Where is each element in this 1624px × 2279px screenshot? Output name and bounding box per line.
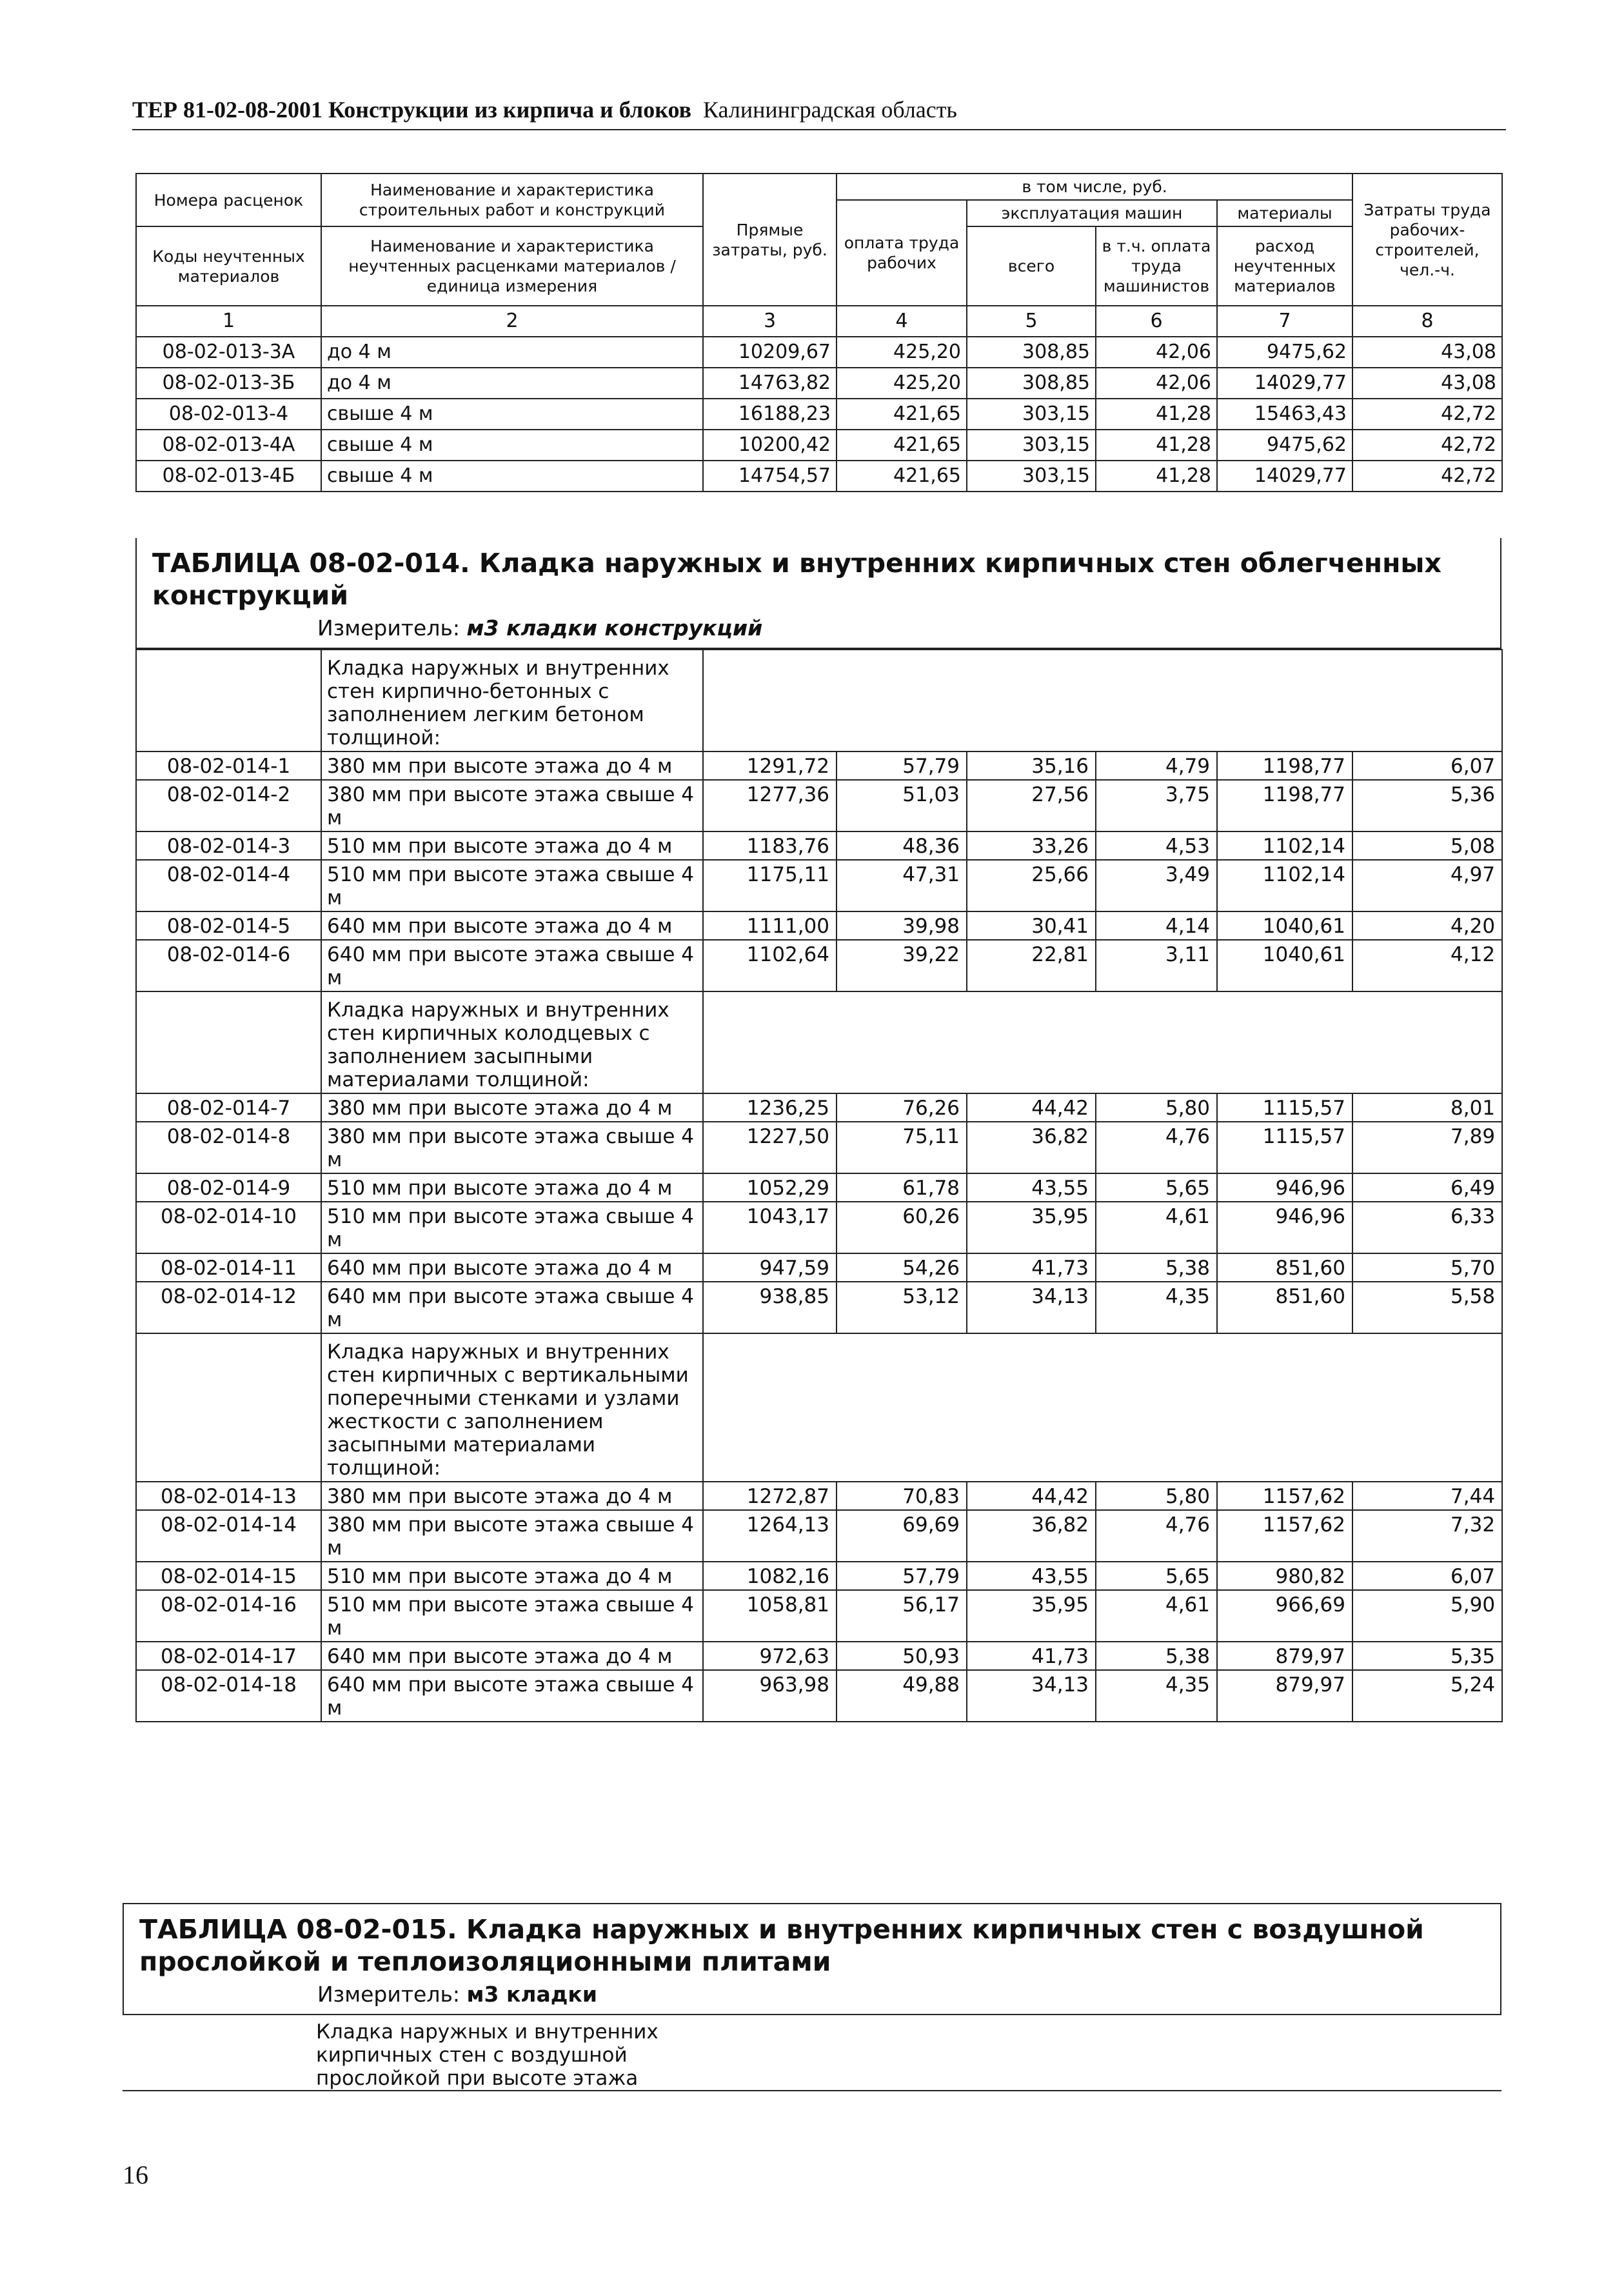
- cost-value: 1227,50: [703, 1122, 837, 1173]
- cost-value: 39,22: [837, 940, 967, 991]
- cost-value: 1264,13: [703, 1510, 837, 1562]
- cost-value: 57,79: [837, 751, 967, 780]
- cost-value: 1043,17: [703, 1202, 837, 1253]
- cost-value: 36,82: [967, 1510, 1096, 1562]
- cost-value: 35,16: [967, 751, 1096, 780]
- cost-value: 7,32: [1352, 1510, 1502, 1562]
- cost-value: 9475,62: [1217, 337, 1352, 368]
- cost-value: 5,58: [1352, 1282, 1502, 1333]
- cost-value: 16188,23: [703, 399, 837, 430]
- cost-value: 1082,16: [703, 1562, 837, 1590]
- cost-value: 8,01: [1352, 1093, 1502, 1122]
- table-row: [136, 1173, 1502, 1202]
- cost-value: 421,65: [837, 399, 967, 430]
- cost-value: 421,65: [837, 461, 967, 492]
- table-row: [136, 461, 1502, 492]
- work-description: 380 мм при высоте этажа до 4 м: [321, 1093, 703, 1122]
- cost-value: 303,15: [967, 430, 1096, 461]
- rate-code: 08-02-014-1: [136, 751, 321, 780]
- cost-value: 25,66: [967, 860, 1096, 911]
- cost-value: 5,35: [1352, 1642, 1502, 1670]
- page-number: 16: [123, 2160, 148, 2189]
- cost-value: 5,90: [1352, 1590, 1502, 1642]
- cost-value: 14029,77: [1217, 368, 1352, 399]
- cost-value: 1198,77: [1217, 780, 1352, 831]
- col-direct-costs: Прямые затраты, руб.: [703, 174, 837, 306]
- rate-code: 08-02-014-15: [136, 1562, 321, 1590]
- table-row: [136, 1202, 1502, 1253]
- cost-value: 42,72: [1352, 461, 1502, 492]
- table-row: [136, 1670, 1502, 1722]
- table-row: [136, 1122, 1502, 1173]
- column-number: 1: [136, 306, 321, 337]
- table-row: [136, 399, 1502, 430]
- cost-value: 4,35: [1096, 1282, 1217, 1333]
- rate-code: 08-02-014-13: [136, 1482, 321, 1510]
- cost-value: 4,20: [1352, 911, 1502, 940]
- cost-value: 57,79: [837, 1562, 967, 1590]
- cost-value: 43,55: [967, 1173, 1096, 1202]
- rate-code: 08-02-014-8: [136, 1122, 321, 1173]
- cost-value: 75,11: [837, 1122, 967, 1173]
- cost-value: 35,95: [967, 1590, 1096, 1642]
- table-row: [136, 831, 1502, 860]
- group-label: Кладка наружных и внутренних стен кирпичных с вертикальными поперечными стенками и узлами жесткости с заполнением засыпными материалами толщиной:: [321, 1333, 703, 1482]
- column-number: 7: [1217, 306, 1352, 337]
- work-description: 640 мм при высоте этажа до 4 м: [321, 911, 703, 940]
- cost-value: 851,60: [1217, 1282, 1352, 1333]
- col-machinist-pay: в т.ч. оплата труда машинистов: [1096, 226, 1217, 306]
- cost-value: 980,82: [1217, 1562, 1352, 1590]
- table-row: [136, 780, 1502, 831]
- cost-value: 42,06: [1096, 368, 1217, 399]
- table-row: [136, 911, 1502, 940]
- table-014-unit: [137, 612, 1500, 648]
- cost-value: 70,83: [837, 1482, 967, 1510]
- cost-value: 1111,00: [703, 911, 837, 940]
- cost-value: 5,70: [1352, 1253, 1502, 1282]
- cost-value: 1052,29: [703, 1173, 837, 1202]
- work-description: 380 мм при высоте этажа до 4 м: [321, 751, 703, 780]
- cost-value: 308,85: [967, 337, 1096, 368]
- page-header: [132, 95, 1506, 124]
- cost-value: 5,65: [1096, 1173, 1217, 1202]
- cost-value: 10209,67: [703, 337, 837, 368]
- table-row: [136, 1590, 1502, 1642]
- table-row: [136, 1282, 1502, 1333]
- cost-value: 54,26: [837, 1253, 967, 1282]
- table-015-group-label: Кладка наружных и внутренних кирпичных стен с воздушной прослойкой при высоте этажа: [123, 2015, 1501, 2091]
- region-label: Калининградская область: [703, 97, 957, 123]
- cost-value: 41,28: [1096, 399, 1217, 430]
- cost-value: 425,20: [837, 368, 967, 399]
- cost-value: 1115,57: [1217, 1122, 1352, 1173]
- cost-value: 34,13: [967, 1282, 1096, 1333]
- cost-value: 6,33: [1352, 1202, 1502, 1253]
- cost-value: 4,76: [1096, 1122, 1217, 1173]
- cost-value: 3,49: [1096, 860, 1217, 911]
- rate-code: 08-02-014-6: [136, 940, 321, 991]
- cost-value: 6,07: [1352, 751, 1502, 780]
- column-number: 2: [321, 306, 703, 337]
- group-label: Кладка наружных и внутренних стен кирпично-бетонных с заполнением легким бетоном толщиной:: [321, 650, 703, 751]
- work-description: 510 мм при высоте этажа до 4 м: [321, 1562, 703, 1590]
- rate-code: 08-02-014-10: [136, 1202, 321, 1253]
- table-015-header: [123, 1903, 1501, 2015]
- cost-value: 41,28: [1096, 430, 1217, 461]
- work-description: до 4 м: [321, 368, 703, 399]
- cost-value: 3,11: [1096, 940, 1217, 991]
- cost-value: 1040,61: [1217, 940, 1352, 991]
- cost-value: 39,98: [837, 911, 967, 940]
- work-description: 640 мм при высоте этажа свыше 4 м: [321, 1282, 703, 1333]
- work-description: 640 мм при высоте этажа свыше 4 м: [321, 940, 703, 991]
- rates-table-013: [135, 173, 1503, 492]
- work-description: 640 мм при высоте этажа до 4 м: [321, 1253, 703, 1282]
- cost-value: 44,42: [967, 1482, 1096, 1510]
- work-description: до 4 м: [321, 337, 703, 368]
- cost-value: 43,55: [967, 1562, 1096, 1590]
- cost-value: 7,89: [1352, 1122, 1502, 1173]
- cost-value: 1183,76: [703, 831, 837, 860]
- rate-code: 08-02-014-9: [136, 1173, 321, 1202]
- work-description: 510 мм при высоте этажа до 4 м: [321, 831, 703, 860]
- cost-value: 14763,82: [703, 368, 837, 399]
- header-divider: [132, 129, 1506, 130]
- cost-value: 14754,57: [703, 461, 837, 492]
- cost-value: 1040,61: [1217, 911, 1352, 940]
- work-description: 510 мм при высоте этажа свыше 4 м: [321, 860, 703, 911]
- rate-code: 08-02-014-12: [136, 1282, 321, 1333]
- cost-value: 47,31: [837, 860, 967, 911]
- work-description: 380 мм при высоте этажа до 4 м: [321, 1482, 703, 1510]
- group-label: Кладка наружных и внутренних стен кирпичных колодцевых с заполнением засыпными материалами толщиной:: [321, 991, 703, 1093]
- work-description: 510 мм при высоте этажа свыше 4 м: [321, 1202, 703, 1253]
- cost-value: 4,35: [1096, 1670, 1217, 1722]
- cost-value: 1198,77: [1217, 751, 1352, 780]
- rate-code: 08-02-014-16: [136, 1590, 321, 1642]
- cost-value: 4,76: [1096, 1510, 1217, 1562]
- work-description: свыше 4 м: [321, 430, 703, 461]
- cost-value: 48,36: [837, 831, 967, 860]
- cost-value: 53,12: [837, 1282, 967, 1333]
- rate-code: 08-02-013-3Б: [136, 368, 321, 399]
- cost-value: 966,69: [1217, 1590, 1352, 1642]
- col-material-name: Наименование и характеристика неучтенных расценками материалов / единица измерения: [321, 226, 703, 306]
- cost-value: 9475,62: [1217, 430, 1352, 461]
- col-worker-pay: оплата труда рабочих: [837, 200, 967, 306]
- cost-value: 33,26: [967, 831, 1096, 860]
- col-work-name: Наименование и характеристика строительных работ и конструкций: [321, 174, 703, 226]
- table-015-unit: [124, 1978, 1500, 2014]
- table-row: [136, 430, 1502, 461]
- cost-value: 1277,36: [703, 780, 837, 831]
- rate-code: 08-02-013-4: [136, 399, 321, 430]
- work-description: 640 мм при высоте этажа свыше 4 м: [321, 1670, 703, 1722]
- cost-value: 963,98: [703, 1670, 837, 1722]
- col-machines-total: всего: [967, 226, 1096, 306]
- cost-value: 3,75: [1096, 780, 1217, 831]
- table-row: [136, 940, 1502, 991]
- cost-value: 1157,62: [1217, 1510, 1352, 1562]
- work-description: 510 мм при высоте этажа свыше 4 м: [321, 1590, 703, 1642]
- cost-value: 56,17: [837, 1590, 967, 1642]
- cost-value: 879,97: [1217, 1642, 1352, 1670]
- empty-cell: [703, 650, 1502, 751]
- cost-value: 851,60: [1217, 1253, 1352, 1282]
- cost-value: 5,36: [1352, 780, 1502, 831]
- group-row: [136, 1333, 1502, 1482]
- cost-value: 879,97: [1217, 1670, 1352, 1722]
- cost-value: 1291,72: [703, 751, 837, 780]
- work-description: 640 мм при высоте этажа до 4 м: [321, 1642, 703, 1670]
- cost-value: 35,95: [967, 1202, 1096, 1253]
- cost-value: 4,79: [1096, 751, 1217, 780]
- table-row: [136, 368, 1502, 399]
- rate-code: 08-02-014-18: [136, 1670, 321, 1722]
- unit-label: Измеритель:: [317, 1982, 460, 2007]
- rate-code: 08-02-014-7: [136, 1093, 321, 1122]
- cost-value: 1115,57: [1217, 1093, 1352, 1122]
- cost-value: 938,85: [703, 1282, 837, 1333]
- cost-value: 1102,14: [1217, 831, 1352, 860]
- cost-value: 49,88: [837, 1670, 967, 1722]
- work-description: 380 мм при высоте этажа свыше 4 м: [321, 780, 703, 831]
- cost-value: 41,73: [967, 1642, 1096, 1670]
- rate-code: 08-02-014-4: [136, 860, 321, 911]
- rate-code: 08-02-014-14: [136, 1510, 321, 1562]
- rate-code: 08-02-014-3: [136, 831, 321, 860]
- empty-cell: [136, 1333, 321, 1482]
- cost-value: 76,26: [837, 1093, 967, 1122]
- cost-value: 5,80: [1096, 1093, 1217, 1122]
- cost-value: 5,38: [1096, 1253, 1217, 1282]
- unit-value: м3 кладки: [466, 1982, 597, 2007]
- table-015-title: ТАБЛИЦА 08-02-015. Кладка наружных и внутренних кирпичных стен с воздушной прослойкой и теплоизоляционными плитами: [139, 1914, 1424, 1977]
- cost-value: 1236,25: [703, 1093, 837, 1122]
- col-material-codes: Коды неучтенных материалов: [136, 226, 321, 306]
- column-number: 5: [967, 306, 1096, 337]
- table-014-header: [135, 538, 1501, 649]
- cost-value: 69,69: [837, 1510, 967, 1562]
- cost-value: 6,07: [1352, 1562, 1502, 1590]
- table-014-title: ТАБЛИЦА 08-02-014. Кладка наружных и внутренних кирпичных стен облегченных конструкций: [152, 548, 1441, 611]
- cost-value: 43,08: [1352, 337, 1502, 368]
- cost-value: 5,80: [1096, 1482, 1217, 1510]
- empty-cell: [136, 650, 321, 751]
- cost-value: 10200,42: [703, 430, 837, 461]
- cost-value: 5,38: [1096, 1642, 1217, 1670]
- cost-value: 972,63: [703, 1642, 837, 1670]
- cost-value: 946,96: [1217, 1173, 1352, 1202]
- empty-cell: [703, 991, 1502, 1093]
- group-row: [136, 991, 1502, 1093]
- cost-value: 4,12: [1352, 940, 1502, 991]
- work-description: свыше 4 м: [321, 399, 703, 430]
- unit-value: м3 кладки конструкций: [466, 615, 763, 641]
- col-rate-numbers: Номера расценок: [136, 174, 321, 226]
- cost-value: 1102,64: [703, 940, 837, 991]
- cost-value: 41,28: [1096, 461, 1217, 492]
- cost-value: 425,20: [837, 337, 967, 368]
- rates-table-014: [135, 649, 1503, 1722]
- cost-value: 30,41: [967, 911, 1096, 940]
- cost-value: 4,61: [1096, 1590, 1217, 1642]
- table-row: [136, 1562, 1502, 1590]
- cost-value: 6,49: [1352, 1173, 1502, 1202]
- table-row: [136, 337, 1502, 368]
- rate-code: 08-02-013-3А: [136, 337, 321, 368]
- cost-value: 7,44: [1352, 1482, 1502, 1510]
- cost-value: 15463,43: [1217, 399, 1352, 430]
- cost-value: 50,93: [837, 1642, 967, 1670]
- table-row: [136, 1253, 1502, 1282]
- column-number: 8: [1352, 306, 1502, 337]
- col-materials: материалы: [1217, 200, 1352, 226]
- column-number: 3: [703, 306, 837, 337]
- cost-value: 44,42: [967, 1093, 1096, 1122]
- table-row: [136, 860, 1502, 911]
- table-row: [136, 1482, 1502, 1510]
- col-including: в том числе, руб.: [837, 174, 1352, 200]
- cost-value: 308,85: [967, 368, 1096, 399]
- empty-cell: [703, 1333, 1502, 1482]
- cost-value: 421,65: [837, 430, 967, 461]
- col-labor-costs: Затраты труда рабочих-строителей, чел.-ч.: [1352, 174, 1502, 306]
- cost-value: 27,56: [967, 780, 1096, 831]
- cost-value: 5,65: [1096, 1562, 1217, 1590]
- table-row: [136, 1510, 1502, 1562]
- cost-value: 1157,62: [1217, 1482, 1352, 1510]
- cost-value: 4,97: [1352, 860, 1502, 911]
- cost-value: 303,15: [967, 461, 1096, 492]
- cost-value: 1102,14: [1217, 860, 1352, 911]
- cost-value: 4,14: [1096, 911, 1217, 940]
- cost-value: 42,72: [1352, 399, 1502, 430]
- column-number: 6: [1096, 306, 1217, 337]
- cost-value: 5,24: [1352, 1670, 1502, 1722]
- cost-value: 22,81: [967, 940, 1096, 991]
- cost-value: 61,78: [837, 1173, 967, 1202]
- table-row: [136, 1642, 1502, 1670]
- unit-label: Измеритель:: [317, 615, 460, 641]
- cost-value: 4,61: [1096, 1202, 1217, 1253]
- cost-value: 43,08: [1352, 368, 1502, 399]
- column-number: 4: [837, 306, 967, 337]
- cost-value: 946,96: [1217, 1202, 1352, 1253]
- document-title: ТЕР 81-02-08-2001 Конструкции из кирпича и блоков: [132, 97, 692, 123]
- rate-code: 08-02-014-17: [136, 1642, 321, 1670]
- cost-value: 1058,81: [703, 1590, 837, 1642]
- cost-value: 14029,77: [1217, 461, 1352, 492]
- cost-value: 947,59: [703, 1253, 837, 1282]
- rate-code: 08-02-013-4Б: [136, 461, 321, 492]
- rate-code: 08-02-014-2: [136, 780, 321, 831]
- col-machines: эксплуатация машин: [967, 200, 1217, 226]
- cost-value: 4,53: [1096, 831, 1217, 860]
- group-row: [136, 650, 1502, 751]
- table-row: [136, 1093, 1502, 1122]
- table-row: [136, 751, 1502, 780]
- empty-cell: [136, 991, 321, 1093]
- cost-value: 36,82: [967, 1122, 1096, 1173]
- cost-value: 34,13: [967, 1670, 1096, 1722]
- cost-value: 51,03: [837, 780, 967, 831]
- cost-value: 303,15: [967, 399, 1096, 430]
- col-material-use: расход неучтенных материалов: [1217, 226, 1352, 306]
- work-description: 380 мм при высоте этажа свыше 4 м: [321, 1122, 703, 1173]
- work-description: 510 мм при высоте этажа до 4 м: [321, 1173, 703, 1202]
- work-description: 380 мм при высоте этажа свыше 4 м: [321, 1510, 703, 1562]
- work-description: свыше 4 м: [321, 461, 703, 492]
- cost-value: 41,73: [967, 1253, 1096, 1282]
- cost-value: 42,72: [1352, 430, 1502, 461]
- cost-value: 1272,87: [703, 1482, 837, 1510]
- rate-code: 08-02-013-4А: [136, 430, 321, 461]
- cost-value: 60,26: [837, 1202, 967, 1253]
- cost-value: 5,08: [1352, 831, 1502, 860]
- rate-code: 08-02-014-11: [136, 1253, 321, 1282]
- cost-value: 1175,11: [703, 860, 837, 911]
- rate-code: 08-02-014-5: [136, 911, 321, 940]
- cost-value: 42,06: [1096, 337, 1217, 368]
- column-numbers-row: [136, 306, 1502, 337]
